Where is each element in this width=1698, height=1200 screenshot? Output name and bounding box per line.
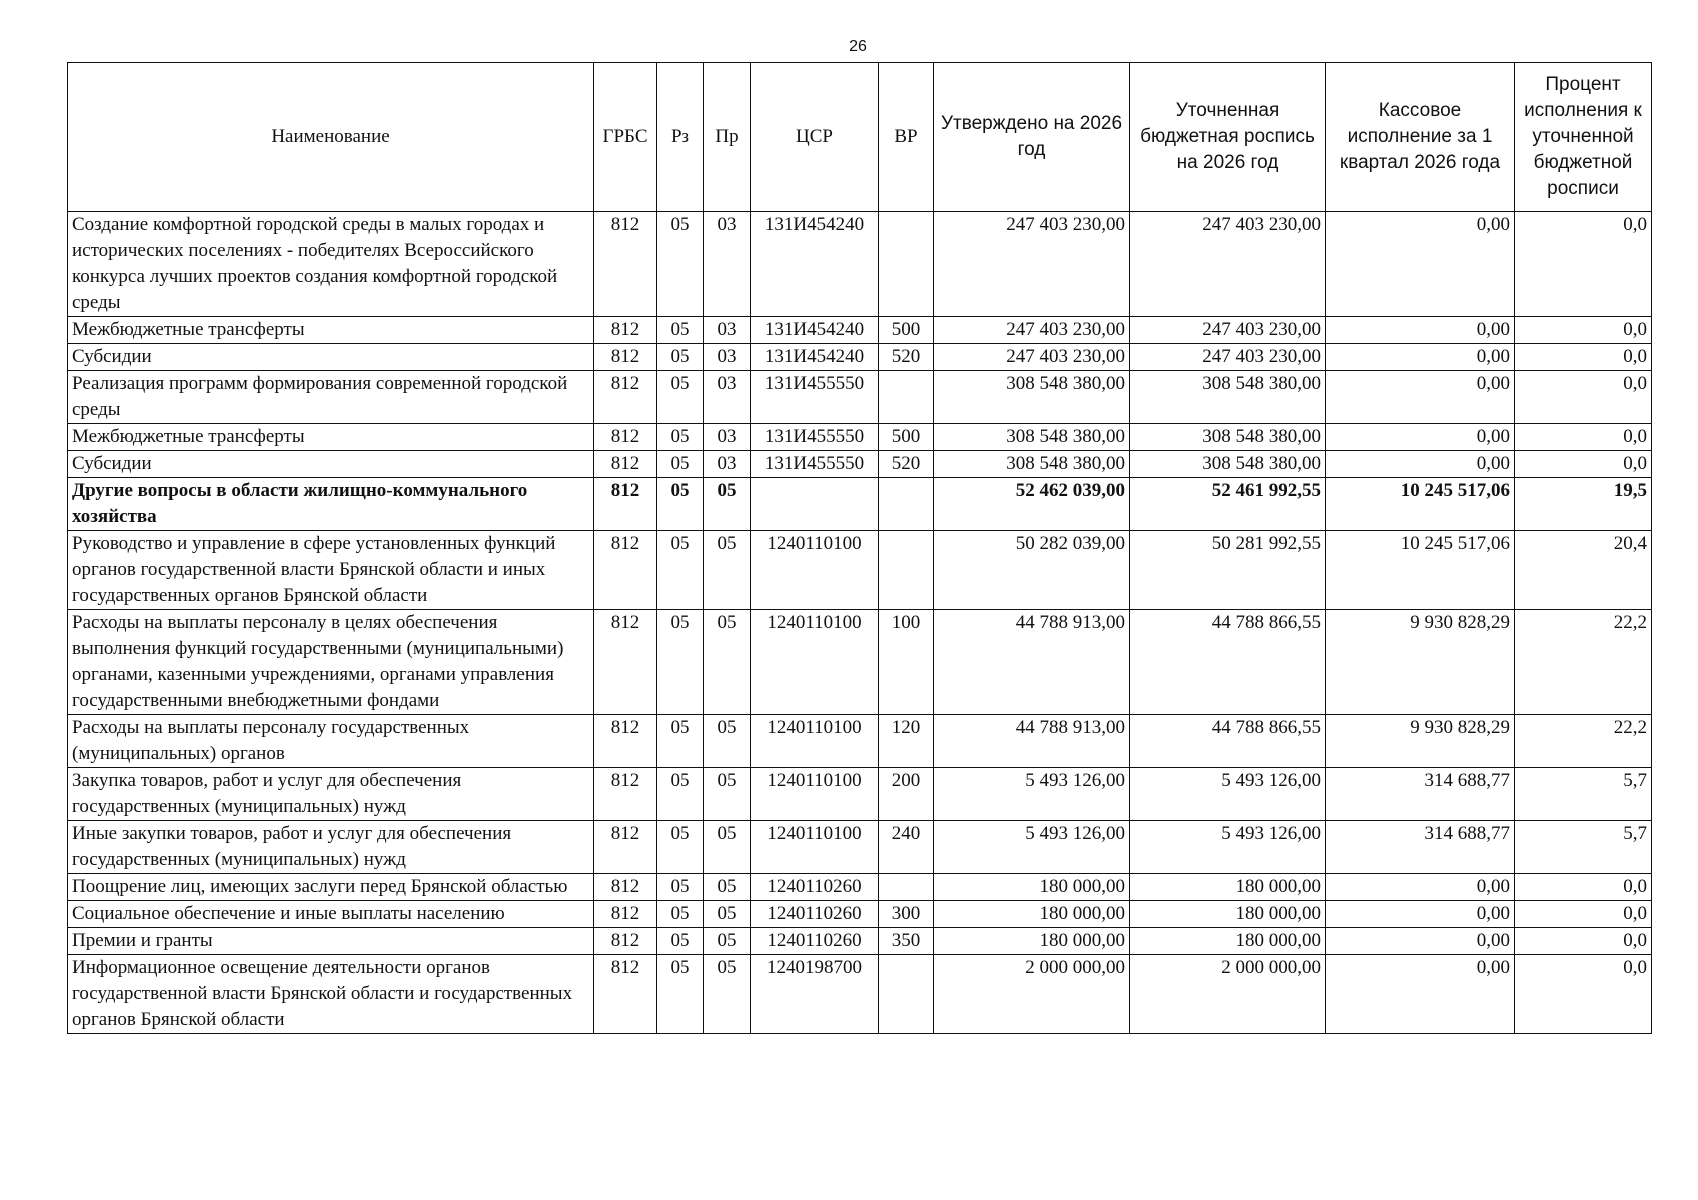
header-name: Наименование	[68, 63, 594, 212]
cell-percent: 0,0	[1515, 451, 1652, 478]
cell-rz: 05	[657, 344, 704, 371]
cell-approved: 5 493 126,00	[934, 821, 1130, 874]
cell-name: Субсидии	[68, 451, 594, 478]
table-row	[68, 531, 1652, 610]
cell-approved: 308 548 380,00	[934, 451, 1130, 478]
cell-approved: 180 000,00	[934, 928, 1130, 955]
cell-grbs: 812	[594, 901, 657, 928]
cell-percent: 0,0	[1515, 371, 1652, 424]
cell-pr: 03	[704, 212, 751, 317]
cell-percent: 5,7	[1515, 821, 1652, 874]
cell-csr: 131И455550	[751, 424, 879, 451]
cell-refined: 44 788 866,55	[1130, 715, 1326, 768]
cell-grbs: 812	[594, 344, 657, 371]
cell-pr: 05	[704, 874, 751, 901]
cell-pr: 03	[704, 344, 751, 371]
cell-refined: 5 493 126,00	[1130, 768, 1326, 821]
cell-pr: 03	[704, 317, 751, 344]
cell-csr: 1240110100	[751, 821, 879, 874]
cell-pr: 05	[704, 610, 751, 715]
header-pr: Пр	[704, 63, 751, 212]
cell-pr: 03	[704, 451, 751, 478]
cell-vr: 200	[879, 768, 934, 821]
cell-name: Информационное освещение деятельности органов государственной власти Брянской области и государственных органов Брянской области	[68, 955, 594, 1034]
header-percent: Процент исполнения к уточненной бюджетной росписи	[1515, 63, 1652, 212]
cell-cash: 314 688,77	[1326, 768, 1515, 821]
cell-vr: 500	[879, 317, 934, 344]
cell-rz: 05	[657, 212, 704, 317]
cell-csr: 1240110260	[751, 901, 879, 928]
table-row	[68, 610, 1652, 715]
cell-grbs: 812	[594, 424, 657, 451]
cell-approved: 247 403 230,00	[934, 212, 1130, 317]
cell-pr: 03	[704, 424, 751, 451]
cell-refined: 2 000 000,00	[1130, 955, 1326, 1034]
cell-percent: 0,0	[1515, 874, 1652, 901]
cell-vr	[879, 874, 934, 901]
cell-vr	[879, 478, 934, 531]
cell-name: Поощрение лиц, имеющих заслуги перед Брянской областью	[68, 874, 594, 901]
header-rz: Рз	[657, 63, 704, 212]
cell-cash: 0,00	[1326, 901, 1515, 928]
cell-name: Межбюджетные трансферты	[68, 424, 594, 451]
cell-cash: 9 930 828,29	[1326, 610, 1515, 715]
header-refined: Уточненная бюджетная роспись на 2026 год	[1130, 63, 1326, 212]
cell-name: Социальное обеспечение и иные выплаты населению	[68, 901, 594, 928]
cell-rz: 05	[657, 424, 704, 451]
cell-csr: 1240110100	[751, 531, 879, 610]
table-row	[68, 478, 1652, 531]
cell-vr: 350	[879, 928, 934, 955]
table-row	[68, 928, 1652, 955]
cell-rz: 05	[657, 715, 704, 768]
cell-percent: 0,0	[1515, 424, 1652, 451]
cell-percent: 22,2	[1515, 715, 1652, 768]
cell-name: Субсидии	[68, 344, 594, 371]
table-row	[68, 955, 1652, 1034]
cell-vr: 520	[879, 451, 934, 478]
cell-refined: 50 281 992,55	[1130, 531, 1326, 610]
cell-vr	[879, 371, 934, 424]
cell-approved: 5 493 126,00	[934, 768, 1130, 821]
table-row	[68, 371, 1652, 424]
cell-percent: 22,2	[1515, 610, 1652, 715]
cell-percent: 0,0	[1515, 317, 1652, 344]
cell-cash: 0,00	[1326, 451, 1515, 478]
cell-cash: 0,00	[1326, 317, 1515, 344]
cell-vr: 120	[879, 715, 934, 768]
cell-csr: 1240110100	[751, 768, 879, 821]
cell-vr: 520	[879, 344, 934, 371]
budget-execution-table	[67, 62, 1652, 1034]
cell-csr: 131И455550	[751, 371, 879, 424]
cell-name: Расходы на выплаты персоналу государственных (муниципальных) органов	[68, 715, 594, 768]
cell-csr	[751, 478, 879, 531]
cell-refined: 247 403 230,00	[1130, 317, 1326, 344]
cell-refined: 308 548 380,00	[1130, 371, 1326, 424]
cell-vr	[879, 955, 934, 1034]
cell-pr: 05	[704, 768, 751, 821]
cell-csr: 131И454240	[751, 344, 879, 371]
cell-pr: 05	[704, 901, 751, 928]
cell-grbs: 812	[594, 212, 657, 317]
cell-grbs: 812	[594, 371, 657, 424]
cell-refined: 308 548 380,00	[1130, 451, 1326, 478]
cell-vr: 240	[879, 821, 934, 874]
cell-percent: 0,0	[1515, 928, 1652, 955]
cell-rz: 05	[657, 317, 704, 344]
cell-grbs: 812	[594, 610, 657, 715]
cell-cash: 0,00	[1326, 928, 1515, 955]
cell-vr	[879, 531, 934, 610]
cell-approved: 44 788 913,00	[934, 715, 1130, 768]
cell-grbs: 812	[594, 531, 657, 610]
cell-pr: 05	[704, 531, 751, 610]
cell-cash: 9 930 828,29	[1326, 715, 1515, 768]
cell-rz: 05	[657, 874, 704, 901]
cell-vr	[879, 212, 934, 317]
cell-name: Руководство и управление в сфере установленных функций органов государственной власти Брянской области и иных государственных органов Брянской области	[68, 531, 594, 610]
page-number: 26	[849, 38, 867, 55]
cell-vr: 500	[879, 424, 934, 451]
cell-grbs: 812	[594, 874, 657, 901]
cell-cash: 0,00	[1326, 874, 1515, 901]
cell-rz: 05	[657, 610, 704, 715]
cell-vr: 300	[879, 901, 934, 928]
cell-pr: 05	[704, 928, 751, 955]
cell-refined: 247 403 230,00	[1130, 344, 1326, 371]
table-row	[68, 212, 1652, 317]
cell-refined: 5 493 126,00	[1130, 821, 1326, 874]
cell-csr: 1240110100	[751, 610, 879, 715]
cell-pr: 03	[704, 371, 751, 424]
header-approved: Утверждено на 2026 год	[934, 63, 1130, 212]
cell-rz: 05	[657, 901, 704, 928]
cell-grbs: 812	[594, 955, 657, 1034]
cell-csr: 1240110100	[751, 715, 879, 768]
cell-refined: 308 548 380,00	[1130, 424, 1326, 451]
cell-approved: 308 548 380,00	[934, 371, 1130, 424]
cell-grbs: 812	[594, 821, 657, 874]
cell-percent: 0,0	[1515, 212, 1652, 317]
table-row	[68, 317, 1652, 344]
table-header-row	[68, 63, 1652, 212]
cell-rz: 05	[657, 371, 704, 424]
cell-pr: 05	[704, 715, 751, 768]
cell-approved: 180 000,00	[934, 874, 1130, 901]
cell-percent: 20,4	[1515, 531, 1652, 610]
cell-rz: 05	[657, 768, 704, 821]
cell-cash: 0,00	[1326, 955, 1515, 1034]
cell-name: Закупка товаров, работ и услуг для обеспечения государственных (муниципальных) нужд	[68, 768, 594, 821]
cell-rz: 05	[657, 928, 704, 955]
cell-name: Расходы на выплаты персоналу в целях обеспечения выполнения функций государственными (муниципальными) органами, казенными учреждениями, органами управления государственными внебюджетными фондами	[68, 610, 594, 715]
cell-csr: 131И454240	[751, 212, 879, 317]
header-grbs: ГРБС	[594, 63, 657, 212]
cell-refined: 180 000,00	[1130, 901, 1326, 928]
table-row	[68, 821, 1652, 874]
cell-cash: 0,00	[1326, 424, 1515, 451]
cell-grbs: 812	[594, 451, 657, 478]
cell-refined: 52 461 992,55	[1130, 478, 1326, 531]
cell-cash: 314 688,77	[1326, 821, 1515, 874]
cell-pr: 05	[704, 478, 751, 531]
cell-approved: 308 548 380,00	[934, 424, 1130, 451]
cell-cash: 0,00	[1326, 212, 1515, 317]
cell-rz: 05	[657, 821, 704, 874]
header-csr: ЦСР	[751, 63, 879, 212]
cell-name: Премии и гранты	[68, 928, 594, 955]
cell-grbs: 812	[594, 928, 657, 955]
cell-cash: 0,00	[1326, 344, 1515, 371]
cell-cash: 10 245 517,06	[1326, 478, 1515, 531]
cell-rz: 05	[657, 451, 704, 478]
cell-cash: 10 245 517,06	[1326, 531, 1515, 610]
cell-grbs: 812	[594, 317, 657, 344]
cell-vr: 100	[879, 610, 934, 715]
cell-csr: 1240110260	[751, 874, 879, 901]
cell-approved: 247 403 230,00	[934, 317, 1130, 344]
table-row	[68, 715, 1652, 768]
cell-csr: 131И454240	[751, 317, 879, 344]
cell-cash: 0,00	[1326, 371, 1515, 424]
cell-percent: 0,0	[1515, 901, 1652, 928]
cell-name: Создание комфортной городской среды в малых городах и исторических поселениях - победителях Всероссийского конкурса лучших проектов создания комфортной городской среды	[68, 212, 594, 317]
cell-rz: 05	[657, 955, 704, 1034]
table-row	[68, 344, 1652, 371]
cell-name: Реализация программ формирования современной городской среды	[68, 371, 594, 424]
header-cash: Кассовое исполнение за 1 квартал 2026 года	[1326, 63, 1515, 212]
cell-approved: 52 462 039,00	[934, 478, 1130, 531]
cell-grbs: 812	[594, 478, 657, 531]
table-row	[68, 451, 1652, 478]
cell-percent: 19,5	[1515, 478, 1652, 531]
cell-percent: 5,7	[1515, 768, 1652, 821]
cell-percent: 0,0	[1515, 344, 1652, 371]
cell-name: Другие вопросы в области жилищно-коммунального хозяйства	[68, 478, 594, 531]
cell-csr: 131И455550	[751, 451, 879, 478]
cell-approved: 44 788 913,00	[934, 610, 1130, 715]
cell-refined: 180 000,00	[1130, 874, 1326, 901]
table-row	[68, 901, 1652, 928]
cell-grbs: 812	[594, 768, 657, 821]
cell-approved: 2 000 000,00	[934, 955, 1130, 1034]
cell-pr: 05	[704, 955, 751, 1034]
cell-approved: 247 403 230,00	[934, 344, 1130, 371]
cell-name: Межбюджетные трансферты	[68, 317, 594, 344]
cell-approved: 180 000,00	[934, 901, 1130, 928]
table-row	[68, 424, 1652, 451]
cell-approved: 50 282 039,00	[934, 531, 1130, 610]
cell-refined: 180 000,00	[1130, 928, 1326, 955]
cell-csr: 1240198700	[751, 955, 879, 1034]
cell-refined: 44 788 866,55	[1130, 610, 1326, 715]
table-row	[68, 874, 1652, 901]
cell-rz: 05	[657, 478, 704, 531]
cell-refined: 247 403 230,00	[1130, 212, 1326, 317]
table-row	[68, 768, 1652, 821]
cell-rz: 05	[657, 531, 704, 610]
cell-percent: 0,0	[1515, 955, 1652, 1034]
header-vr: ВР	[879, 63, 934, 212]
cell-name: Иные закупки товаров, работ и услуг для обеспечения государственных (муниципальных) нужд	[68, 821, 594, 874]
cell-pr: 05	[704, 821, 751, 874]
cell-grbs: 812	[594, 715, 657, 768]
cell-csr: 1240110260	[751, 928, 879, 955]
